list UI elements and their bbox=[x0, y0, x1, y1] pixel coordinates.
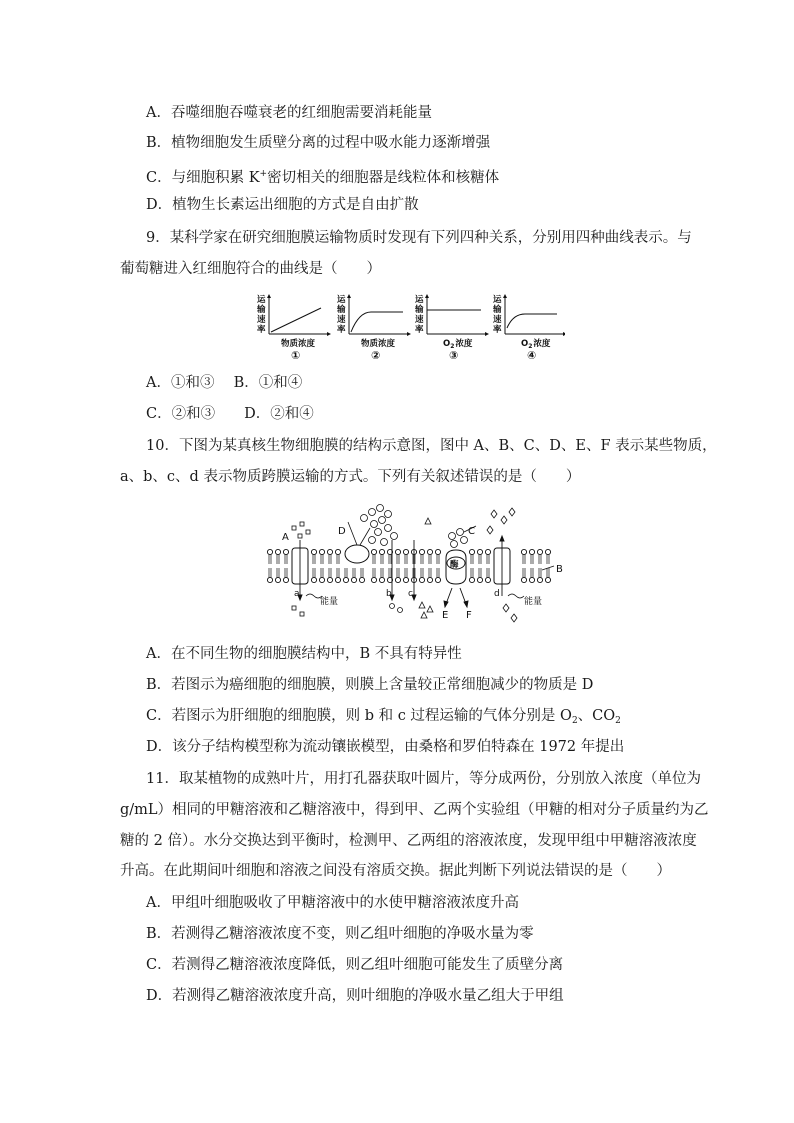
q10-stem-line2: a、b、c、d 表示物质跨膜运输的方式。下列有关叙述错误的是（ ） bbox=[120, 469, 581, 485]
graph-3 bbox=[414, 294, 489, 362]
svg-text:c: c bbox=[408, 589, 413, 599]
svg-text:③: ③ bbox=[449, 349, 459, 362]
svg-text:运: 运 bbox=[493, 295, 502, 305]
svg-text:O2浓度: $O_2$浓度 bbox=[521, 339, 551, 350]
q8-option-b: B．植物细胞发生质壁分离的过程中吸水能力逐渐增强 bbox=[146, 135, 491, 151]
q11-option-c: C．若测得乙糖溶液浓度降低，则乙组叶细胞可能发生了质壁分离 bbox=[146, 957, 564, 973]
svg-text:E: E bbox=[442, 610, 449, 621]
q9-curve-graphs bbox=[255, 290, 565, 365]
svg-text:酶: 酶 bbox=[450, 560, 459, 570]
svg-text:输: 输 bbox=[493, 305, 502, 315]
q8-option-a: A．吞噬细胞吞噬衰老的红细胞需要消耗能量 bbox=[146, 105, 432, 121]
q11-stem-line3: 糖的 2 倍）。水分交换达到平衡时，检测甲、乙两组的溶液浓度，发现甲组中甲糖溶液浓度 bbox=[120, 833, 697, 849]
svg-text:A: A bbox=[282, 532, 289, 543]
svg-text:运: 运 bbox=[257, 295, 266, 305]
svg-text:能量: 能量 bbox=[320, 597, 339, 607]
svg-text:输: 输 bbox=[257, 305, 266, 315]
q11-stem-line4: 升高。在此期间叶细胞和溶液之间没有溶质交换。据此判断下列说法错误的是（ ） bbox=[120, 863, 671, 879]
svg-text:率: 率 bbox=[257, 325, 266, 335]
q9-options-line2: C．②和③ D．②和④ bbox=[146, 406, 314, 422]
svg-text:①: ① bbox=[291, 349, 301, 362]
q11-stem-line1: 11．取某植物的成熟叶片，用打孔器获取叶圆片，等分成两份，分别放入浓度（单位为 bbox=[146, 771, 701, 787]
svg-text:率: 率 bbox=[337, 325, 346, 335]
q8-option-c: C．与细胞积累 K+密切相关的细胞器是线粒体和核糖体 bbox=[146, 169, 500, 186]
svg-text:d: d bbox=[494, 589, 500, 599]
svg-text:②: ② bbox=[371, 349, 381, 362]
svg-text:运: 运 bbox=[337, 295, 346, 305]
svg-text:输: 输 bbox=[415, 305, 424, 315]
svg-text:C: C bbox=[468, 526, 475, 537]
saturating-curve bbox=[351, 312, 403, 332]
svg-text:率: 率 bbox=[415, 325, 424, 335]
svg-text:D: D bbox=[338, 526, 346, 537]
q11-option-d: D．若测得乙糖溶液浓度升高，则叶细胞的净吸水量乙组大于甲组 bbox=[146, 988, 564, 1004]
svg-text:输: 输 bbox=[337, 305, 346, 315]
svg-text:运: 运 bbox=[415, 295, 424, 305]
q11-stem-line2: g/mL）相同的甲糖溶液和乙糖溶液中，得到甲、乙两个实验组（甲糖的相对分子质量约为乙 bbox=[120, 802, 709, 818]
q10-option-a: A．在不同生物的细胞膜结构中，B 不具有特异性 bbox=[146, 646, 462, 662]
svg-text:物质浓度: 物质浓度 bbox=[361, 339, 396, 349]
cell-membrane-diagram bbox=[262, 500, 572, 630]
svg-text:率: 率 bbox=[493, 325, 502, 335]
q8-option-d: D．植物生长素运出细胞的方式是自由扩散 bbox=[146, 197, 419, 213]
glycoprotein-d bbox=[345, 545, 369, 563]
q10-option-b: B．若图示为癌细胞的细胞膜，则膜上含量较正常细胞减少的物质是 D bbox=[146, 677, 594, 693]
q10-option-c: C．若图示为肝细胞的细胞膜，则 b 和 c 过程运输的气体分别是 $O_2$、$CO_2$ bbox=[146, 708, 621, 726]
q11-option-a: A．甲组叶细胞吸收了甲糖溶液中的水使甲糖溶液浓度升高 bbox=[146, 895, 519, 911]
svg-text:速: 速 bbox=[337, 315, 346, 325]
svg-text:能量: 能量 bbox=[524, 597, 543, 607]
q9-stem-line2: 葡萄糖进入红细胞符合的曲线是（ ） bbox=[120, 261, 381, 277]
q9-options-line1: A．①和③ B．①和④ bbox=[146, 375, 303, 391]
q11-option-b: B．若测得乙糖溶液浓度不变，则乙组叶细胞的净吸水量为零 bbox=[146, 926, 534, 942]
svg-text:④: ④ bbox=[527, 349, 537, 362]
q10-stem-line1: 10．下图为某真核生物细胞膜的结构示意图，图中 A、B、C、D、E、F 表示某些物质， bbox=[146, 438, 717, 454]
linear-curve bbox=[271, 308, 321, 332]
q10-option-d: D．该分子结构模型称为流动镶嵌模型，由桑格和罗伯特森在 1972 年提出 bbox=[146, 739, 625, 755]
svg-text:速: 速 bbox=[493, 315, 502, 325]
svg-text:a: a bbox=[294, 589, 300, 599]
svg-text:O2浓度: $O_2$浓度 bbox=[443, 339, 473, 350]
graph-1 bbox=[256, 294, 331, 362]
svg-text:速: 速 bbox=[257, 315, 266, 325]
svg-text:速: 速 bbox=[415, 315, 424, 325]
graph-2 bbox=[336, 294, 411, 362]
svg-text:物质浓度: 物质浓度 bbox=[281, 339, 316, 349]
q9-stem-line1: 9．某科学家在研究细胞膜运输物质时发现有下列四种关系，分别用四种曲线表示。与 bbox=[146, 230, 692, 246]
svg-text:b: b bbox=[386, 589, 392, 599]
svg-text:F: F bbox=[466, 610, 472, 621]
svg-text:B: B bbox=[556, 564, 563, 575]
saturating-curve bbox=[507, 314, 557, 328]
graph-4 bbox=[492, 294, 565, 362]
